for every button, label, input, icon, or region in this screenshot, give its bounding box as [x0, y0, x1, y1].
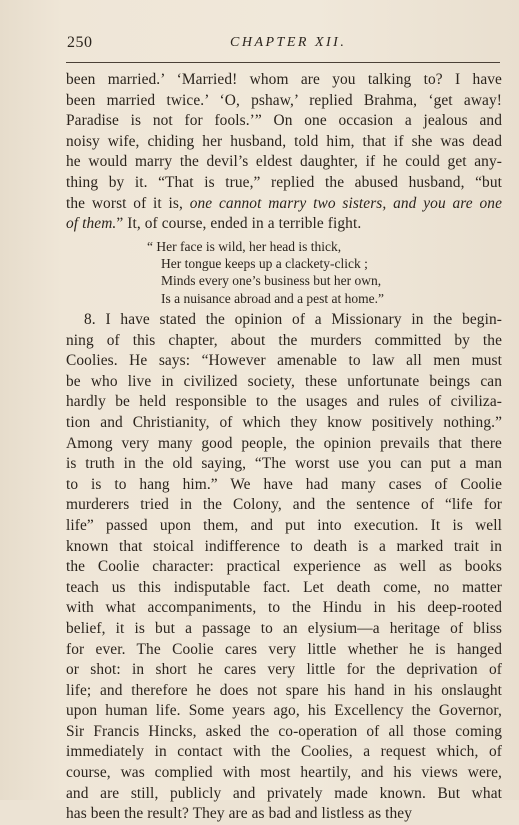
- paragraph-1: [66, 70, 502, 235]
- running-head: CHAPTER XII.: [230, 35, 347, 50]
- text-line: with what accompaniments, to the Hindu in his deep-rooted: [66, 599, 502, 617]
- text-line: teach us this indisputable fact. Let death come, no matter: [66, 578, 502, 596]
- text-line: life” passed upon them, and put into execution. It is well: [66, 516, 502, 534]
- text-line: been married.’ ‘Married! whom are you talking to? I have: [66, 71, 502, 88]
- text-line: belief, it is but a passage to an elysium—a heritage of bliss: [66, 619, 502, 637]
- text-line: noisy wife, chiding her husband, told him, that if she was dead: [66, 132, 502, 150]
- text-line: course, was complied with most heartily, and his views were,: [66, 764, 502, 782]
- italic-run: one cannot marry two sisters, and you are one: [189, 194, 502, 212]
- italic-run: of them.: [66, 215, 117, 233]
- verse-line: Minds every one’s business but her own,: [161, 273, 382, 289]
- text-run: the worst of it is,: [66, 194, 190, 212]
- text-line: be who live in civilized society, these unfortunate beings can: [66, 372, 502, 390]
- text-line: Sir Francis Hincks, asked the co-operation of all those coming: [66, 722, 502, 740]
- text-line: hardly be held responsible to the usages and rules of civiliza-: [66, 393, 502, 411]
- text-line: murderers tried in the Colony, and the sentence of “life for: [66, 496, 502, 514]
- verse-line: Is a nuisance abroad and a pest at home.”: [161, 290, 385, 306]
- text-line: ning of this chapter, about the murders committed by the: [66, 331, 502, 349]
- text-line: tion and Christianity, of which they know positively nothing.”: [66, 413, 502, 431]
- text-line: [66, 214, 502, 235]
- verse-quotation: [147, 238, 467, 307]
- text-line: [66, 194, 502, 215]
- text-line: thing by it. “That is true,” replied the abused husband, “but: [66, 173, 502, 191]
- text-line: 8. I have stated the opinion of a Missionary in the begin-: [84, 311, 502, 328]
- text-line: he would marry the devil’s eldest daughter, if he could get any-: [66, 153, 502, 171]
- text-line: the Coolie character: practical experience as well as books: [66, 558, 502, 576]
- verse-line: “ Her face is wild, her head is thick,: [147, 239, 342, 254]
- text-run: ” It, of course, ended in a terrible fight.: [116, 215, 362, 233]
- text-line: Among very many good people, the opinion prevails that there: [66, 434, 502, 452]
- text-line: been married twice.’ ‘O, pshaw,’ replied Brahma, ‘get away!: [66, 91, 502, 109]
- text-line: for ever. The Coolie cares very little whether he is hanged: [66, 640, 502, 658]
- text-line: life; and therefore he does not spare his hand in his onslaught: [66, 681, 502, 699]
- text-line: known that stoical indifference to death is a marked trait in: [66, 537, 502, 555]
- text-line: Paradise is not for fools.’” On one occasion a jealous and: [66, 112, 502, 130]
- paragraph-2: [66, 310, 502, 825]
- text-line: is truth in the old saying, “The worst use you can put a man: [66, 455, 502, 473]
- text-line: to is to hang him.” We have had many cases of Coolie: [66, 475, 502, 493]
- verse-line: Her tongue keeps up a clackety-click ;: [161, 256, 368, 272]
- text-line: or shot: in short he cares very little for the deprivation of: [66, 661, 502, 679]
- text-line: immediately in contact with the Coolies, a request which, of: [66, 743, 502, 761]
- page-header: [65, 34, 500, 56]
- text-line: Coolies. He says: “However amenable to law all men must: [66, 352, 502, 370]
- header-rule: [66, 62, 500, 63]
- text-line: and are still, publicly and privately made known. But what: [66, 784, 502, 802]
- text-line: upon human life. Some years ago, his Excellency the Governor,: [66, 702, 502, 720]
- text-line: has been the result? They are as bad and listless as they: [66, 805, 413, 823]
- page-number: 250: [67, 34, 93, 51]
